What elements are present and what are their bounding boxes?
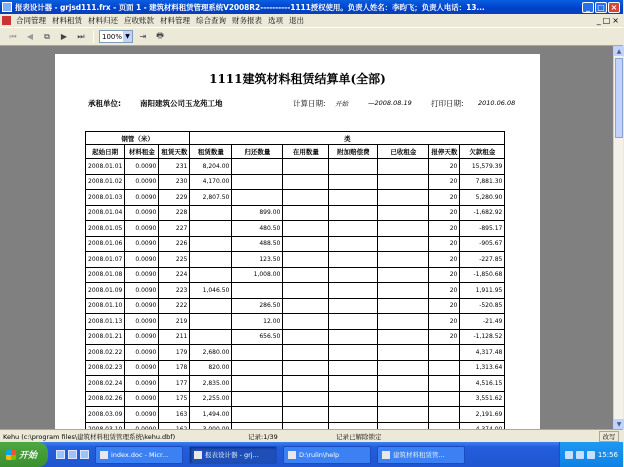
col-rent-qty-cell: [190, 205, 232, 221]
mdi-restore-button[interactable]: □: [602, 16, 611, 25]
col-received-rent-cell: [378, 314, 429, 330]
table-column-header: [86, 145, 505, 159]
col-in-use-qty-cell: [283, 174, 329, 190]
col-rent-rate-cell: 0.0090: [125, 159, 159, 175]
col-return-qty-cell: [232, 174, 283, 190]
report-preview-area[interactable]: [0, 46, 613, 429]
col-owed-rent-cell: -520.85: [460, 298, 505, 314]
col-rent-rate-cell: 0.0090: [125, 283, 159, 299]
scrollbar-thumb[interactable]: [615, 58, 623, 138]
col-received-rent-cell: [378, 391, 429, 407]
col-in-use-qty-cell: [283, 360, 329, 376]
title-bar[interactable]: [0, 0, 623, 14]
col-return-qty-header: 归还数量: [232, 145, 283, 159]
table-row: [86, 236, 505, 252]
col-owed-rent-cell: -1,850.68: [460, 267, 505, 283]
goto-page-icon[interactable]: ⇥: [139, 32, 147, 41]
toolbar-separator: [93, 30, 94, 43]
menu-contract[interactable]: 合同管理: [16, 16, 46, 25]
word-icon: [100, 451, 108, 459]
col-rent-days-cell: 178: [159, 360, 190, 376]
col-received-rent-cell: [378, 174, 429, 190]
app-icon: [2, 2, 12, 12]
status-records: 记录:1/39: [248, 432, 278, 441]
report-title: 1111建筑材料租赁结算单(全部): [209, 72, 386, 86]
menu-finance[interactable]: 财务报表: [232, 16, 262, 25]
table-row: [86, 360, 505, 376]
col-return-qty-cell: 286.50: [232, 298, 283, 314]
col-rent-qty-cell: 2,255.00: [190, 391, 232, 407]
status-lock: 记录已解除锁定: [336, 432, 382, 441]
start-label: 开始: [19, 451, 38, 461]
col-compensation-cell: [329, 267, 378, 283]
col-rent-days-cell: 231: [159, 159, 190, 175]
quick-launch-icon[interactable]: [56, 450, 65, 459]
print-date-label: 打印日期:: [431, 99, 464, 108]
col-received-rent-cell: [378, 236, 429, 252]
col-start-date-cell: 2008.01.07: [86, 252, 125, 268]
quick-launch: [56, 450, 89, 459]
col-suspend-days-cell: 20: [429, 267, 460, 283]
menu-exit[interactable]: 退出: [289, 16, 304, 25]
taskbar: [0, 442, 623, 467]
close-button[interactable]: ×: [608, 2, 620, 13]
col-in-use-qty-cell: [283, 298, 329, 314]
material-label: 钢管（米）: [86, 132, 190, 145]
col-in-use-qty-cell: [283, 205, 329, 221]
col-compensation-cell: [329, 190, 378, 206]
col-compensation-cell: [329, 360, 378, 376]
col-received-rent-cell: [378, 360, 429, 376]
col-start-date-cell: 2008.02.23: [86, 360, 125, 376]
col-compensation-header: 附加赔偿费: [329, 145, 378, 159]
table-row: [86, 298, 505, 314]
col-rent-days-cell: 177: [159, 376, 190, 392]
col-start-date-cell: 2008.03.09: [86, 407, 125, 423]
col-rent-qty-cell: [190, 267, 232, 283]
app-icon: [382, 451, 390, 459]
col-rent-days-cell: 226: [159, 236, 190, 252]
col-owed-rent-cell: -895.17: [460, 221, 505, 237]
col-rent-rate-cell: 0.0090: [125, 345, 159, 361]
col-suspend-days-cell: [429, 376, 460, 392]
windows-logo-icon: [6, 450, 16, 460]
col-return-qty-cell: 123.50: [232, 252, 283, 268]
col-return-qty-cell: 488.50: [232, 236, 283, 252]
col-return-qty-cell: [232, 376, 283, 392]
col-rent-qty-header: 租赁数量: [190, 145, 232, 159]
unit-value: 南阳建筑公司玉龙苑工地: [140, 99, 223, 108]
col-return-qty-cell: 899.00: [232, 205, 283, 221]
col-received-rent-cell: [378, 407, 429, 423]
col-suspend-days-cell: 20: [429, 252, 460, 268]
menu-receivables[interactable]: 应收账款: [124, 16, 154, 25]
col-rent-rate-cell: 0.0090: [125, 252, 159, 268]
col-rent-days-cell: 224: [159, 267, 190, 283]
col-compensation-cell: [329, 174, 378, 190]
col-rent-rate-cell: 0.0090: [125, 221, 159, 237]
network-icon[interactable]: [565, 451, 573, 459]
col-suspend-days-cell: 20: [429, 205, 460, 221]
col-compensation-cell: [329, 298, 378, 314]
col-rent-qty-cell: 2,835.00: [190, 376, 232, 392]
col-suspend-days-cell: 20: [429, 159, 460, 175]
report-icon: [194, 451, 202, 459]
col-start-date-cell: 2008.01.02: [86, 174, 125, 190]
col-rent-rate-cell: 0.0090: [125, 376, 159, 392]
last-page-icon[interactable]: ⏭: [77, 31, 85, 41]
taskbar-item-label: index.doc - Micr...: [111, 450, 169, 459]
table-row: [86, 174, 505, 190]
col-received-rent-cell: [378, 376, 429, 392]
col-start-date-cell: 2008.01.05: [86, 221, 125, 237]
start-button[interactable]: [0, 442, 48, 467]
menu-query[interactable]: 综合查询: [196, 16, 226, 25]
table-row: [86, 267, 505, 283]
col-rent-days-cell: 227: [159, 221, 190, 237]
col-start-date-cell: 2008.01.03: [86, 190, 125, 206]
table-row: [86, 159, 505, 175]
volume-icon[interactable]: [576, 451, 584, 459]
col-compensation-cell: [329, 236, 378, 252]
status-bar: [0, 429, 623, 442]
col-start-date-cell: 2008.02.26: [86, 391, 125, 407]
status-table-path: Kehu (c:\program files\建筑材料租赁管理系统\kehu.dbf): [3, 432, 176, 441]
col-owed-rent-cell: 15,579.39: [460, 159, 505, 175]
col-rent-days-cell: 222: [159, 298, 190, 314]
col-received-rent-cell: [378, 283, 429, 299]
toolbar: [0, 27, 623, 46]
col-owed-rent-cell: 5,280.90: [460, 190, 505, 206]
col-in-use-qty-cell: [283, 221, 329, 237]
col-owed-rent-cell: -905.67: [460, 236, 505, 252]
chevron-down-icon[interactable]: ▼: [123, 31, 132, 42]
col-received-rent-cell: [378, 252, 429, 268]
col-in-use-qty-cell: [283, 283, 329, 299]
taskbar-item-report-designer[interactable]: [189, 446, 277, 464]
col-in-use-qty-cell: [283, 345, 329, 361]
col-compensation-cell: [329, 391, 378, 407]
col-owed-rent-cell: -227.85: [460, 252, 505, 268]
table-row: [86, 345, 505, 361]
col-rent-rate-cell: 0.0090: [125, 267, 159, 283]
col-received-rent-cell: [378, 190, 429, 206]
table-group-header: [86, 132, 505, 145]
col-start-date-cell: 2008.01.09: [86, 283, 125, 299]
col-return-qty-cell: 12.00: [232, 314, 283, 330]
unit-label: 承租单位:: [88, 99, 121, 108]
next-page-icon[interactable]: ▶: [60, 32, 68, 41]
copy-icon[interactable]: ⧉: [44, 31, 50, 41]
settlement-table: [85, 131, 505, 438]
col-received-rent-cell: [378, 329, 429, 345]
col-compensation-cell: [329, 329, 378, 345]
col-return-qty-cell: [232, 190, 283, 206]
col-return-qty-cell: 1,008.00: [232, 267, 283, 283]
col-suspend-days-cell: 20: [429, 174, 460, 190]
calc-date-to: —2008.08.19: [368, 99, 412, 107]
col-in-use-qty-header: 在用数量: [283, 145, 329, 159]
print-date-value: 2010.06.08: [478, 99, 516, 107]
col-return-qty-cell: [232, 159, 283, 175]
col-suspend-days-cell: 20: [429, 329, 460, 345]
table-row: [86, 190, 505, 206]
col-compensation-cell: [329, 159, 378, 175]
vertical-scrollbar[interactable]: [613, 46, 623, 429]
col-rent-days-cell: 228: [159, 205, 190, 221]
calc-date-from: 开始: [335, 100, 348, 108]
taskbar-item-label: 建筑材料租赁管...: [393, 451, 445, 459]
col-rent-qty-cell: [190, 329, 232, 345]
table-body: [86, 159, 505, 438]
window-title: 报表设计器 - grjsd111.frx - 页面 1 - 建筑材料租赁管理系统V2008R2----------1111授权使用。负责人姓名：李昀飞；负责人电话：13...: [15, 2, 485, 12]
col-start-date-cell: 2008.02.22: [86, 345, 125, 361]
col-owed-rent-cell: 4,516.15: [460, 376, 505, 392]
col-in-use-qty-cell: [283, 267, 329, 283]
col-rent-rate-cell: 0.0090: [125, 314, 159, 330]
col-rent-rate-cell: 0.0090: [125, 391, 159, 407]
col-rent-rate-header: 材料租金: [125, 145, 159, 159]
col-rent-rate-cell: 0.0090: [125, 174, 159, 190]
group-label: 类: [190, 132, 505, 145]
col-rent-qty-cell: [190, 314, 232, 330]
col-rent-rate-cell: 0.0090: [125, 407, 159, 423]
col-return-qty-cell: 656.50: [232, 329, 283, 345]
table-row: [86, 205, 505, 221]
zoom-select[interactable]: [99, 30, 133, 43]
col-rent-qty-cell: [190, 252, 232, 268]
col-suspend-days-header: 报停天数: [429, 145, 460, 159]
col-rent-rate-cell: 0.0090: [125, 360, 159, 376]
col-rent-days-cell: 223: [159, 283, 190, 299]
col-suspend-days-cell: [429, 360, 460, 376]
col-rent-qty-cell: 820.00: [190, 360, 232, 376]
col-rent-rate-cell: 0.0090: [125, 236, 159, 252]
col-rent-rate-cell: 0.0090: [125, 329, 159, 345]
col-rent-qty-cell: 1,046.50: [190, 283, 232, 299]
col-in-use-qty-cell: [283, 159, 329, 175]
minimize-button[interactable]: _: [582, 2, 594, 13]
col-in-use-qty-cell: [283, 252, 329, 268]
col-start-date-cell: 2008.01.08: [86, 267, 125, 283]
col-return-qty-cell: [232, 345, 283, 361]
col-rent-days-cell: 219: [159, 314, 190, 330]
col-compensation-cell: [329, 283, 378, 299]
col-rent-rate-cell: 0.0090: [125, 205, 159, 221]
col-start-date-cell: 2008.01.01: [86, 159, 125, 175]
mdi-close-button[interactable]: ×: [612, 16, 619, 25]
col-rent-days-cell: 225: [159, 252, 190, 268]
col-received-rent-cell: [378, 345, 429, 361]
col-suspend-days-cell: 20: [429, 314, 460, 330]
col-compensation-cell: [329, 376, 378, 392]
col-owed-rent-cell: 7,881.30: [460, 174, 505, 190]
col-rent-days-cell: 230: [159, 174, 190, 190]
col-compensation-cell: [329, 221, 378, 237]
col-start-date-cell: 2008.01.10: [86, 298, 125, 314]
col-rent-qty-cell: 1,494.00: [190, 407, 232, 423]
col-compensation-cell: [329, 314, 378, 330]
mdi-minimize-button[interactable]: _: [596, 16, 601, 25]
taskbar-item-label: D:\rulin\help: [299, 450, 340, 459]
calc-date-label: 计算日期:: [293, 99, 326, 108]
print-icon[interactable]: 🖶: [156, 30, 164, 40]
col-received-rent-cell: [378, 267, 429, 283]
col-return-qty-cell: 480.50: [232, 221, 283, 237]
col-rent-days-cell: 211: [159, 329, 190, 345]
col-return-qty-cell: [232, 360, 283, 376]
col-suspend-days-cell: 20: [429, 283, 460, 299]
zoom-value: 100%: [102, 32, 123, 41]
table-row: [86, 391, 505, 407]
col-owed-rent-cell: 3,551.62: [460, 391, 505, 407]
quick-launch-icon[interactable]: [80, 450, 89, 459]
col-in-use-qty-cell: [283, 236, 329, 252]
col-rent-days-cell: 175: [159, 391, 190, 407]
table-row: [86, 329, 505, 345]
col-suspend-days-cell: 20: [429, 298, 460, 314]
scroll-down-icon[interactable]: ▼: [614, 419, 624, 429]
col-received-rent-cell: [378, 298, 429, 314]
menu-materials[interactable]: 材料管理: [160, 16, 190, 25]
col-received-rent-header: 已收租金: [378, 145, 429, 159]
col-in-use-qty-cell: [283, 407, 329, 423]
table-row: [86, 407, 505, 423]
col-rent-qty-cell: 4,170.00: [190, 174, 232, 190]
taskbar-item-rental-system[interactable]: [377, 446, 465, 464]
status-mode: 改写: [599, 431, 619, 442]
col-in-use-qty-cell: [283, 314, 329, 330]
col-rent-qty-cell: [190, 236, 232, 252]
col-start-date-cell: 2008.02.24: [86, 376, 125, 392]
col-received-rent-cell: [378, 221, 429, 237]
col-in-use-qty-cell: [283, 376, 329, 392]
report-page: [55, 54, 540, 454]
document-icon[interactable]: [2, 16, 11, 25]
system-tray: [559, 442, 623, 467]
mdi-controls: [597, 16, 623, 25]
table-row: [86, 283, 505, 299]
col-start-date-cell: 2008.01.13: [86, 314, 125, 330]
col-rent-rate-cell: 0.0090: [125, 298, 159, 314]
menu-rental[interactable]: 材料租赁: [52, 16, 82, 25]
taskbar-item-folder[interactable]: [283, 446, 371, 464]
col-rent-days-header: 租赁天数: [159, 145, 190, 159]
col-owed-rent-cell: 2,191.69: [460, 407, 505, 423]
col-received-rent-cell: [378, 159, 429, 175]
col-rent-days-cell: 229: [159, 190, 190, 206]
col-rent-days-cell: 163: [159, 407, 190, 423]
menu-options[interactable]: 选项: [268, 16, 283, 25]
quick-launch-icon[interactable]: [68, 450, 77, 459]
table-row: [86, 314, 505, 330]
col-rent-qty-cell: 2,680.00: [190, 345, 232, 361]
col-owed-rent-cell: -1,682.92: [460, 205, 505, 221]
col-suspend-days-cell: 20: [429, 221, 460, 237]
table-row: [86, 221, 505, 237]
maximize-button[interactable]: □: [595, 2, 607, 13]
scroll-up-icon[interactable]: ▲: [614, 46, 624, 56]
col-return-qty-cell: [232, 391, 283, 407]
col-rent-qty-cell: [190, 221, 232, 237]
col-owed-rent-cell: 1,911.95: [460, 283, 505, 299]
col-in-use-qty-cell: [283, 329, 329, 345]
col-suspend-days-cell: 20: [429, 190, 460, 206]
col-suspend-days-cell: [429, 407, 460, 423]
col-return-qty-cell: [232, 283, 283, 299]
table-row: [86, 376, 505, 392]
table-row: [86, 252, 505, 268]
taskbar-item-label: 报表设计器 - grj...: [205, 451, 259, 459]
col-start-date-header: 起始日期: [86, 145, 125, 159]
col-start-date-cell: 2008.01.06: [86, 236, 125, 252]
folder-icon: [288, 451, 296, 459]
col-rent-qty-cell: [190, 298, 232, 314]
first-page-icon[interactable]: ⏮: [9, 31, 17, 41]
col-rent-qty-cell: 8,204.00: [190, 159, 232, 175]
col-received-rent-cell: [378, 205, 429, 221]
col-owed-rent-cell: 1,313.64: [460, 360, 505, 376]
security-icon[interactable]: [587, 451, 595, 459]
menu-return[interactable]: 材料归还: [88, 16, 118, 25]
clock[interactable]: 15:56: [597, 450, 618, 459]
col-compensation-cell: [329, 407, 378, 423]
col-in-use-qty-cell: [283, 190, 329, 206]
col-rent-rate-cell: 0.0090: [125, 190, 159, 206]
col-start-date-cell: 2008.01.04: [86, 205, 125, 221]
col-start-date-cell: 2008.01.21: [86, 329, 125, 345]
col-compensation-cell: [329, 345, 378, 361]
col-compensation-cell: [329, 205, 378, 221]
col-owed-rent-cell: 4,317.48: [460, 345, 505, 361]
col-suspend-days-cell: [429, 391, 460, 407]
menu-bar: [0, 14, 623, 27]
col-rent-qty-cell: 2,807.50: [190, 190, 232, 206]
col-compensation-cell: [329, 252, 378, 268]
col-suspend-days-cell: [429, 345, 460, 361]
prev-page-icon[interactable]: ◀: [26, 32, 34, 41]
col-return-qty-cell: [232, 407, 283, 423]
taskbar-item-word[interactable]: [95, 446, 183, 464]
col-owed-rent-cell: -21.49: [460, 314, 505, 330]
col-owed-rent-header: 欠款租金: [460, 145, 505, 159]
col-in-use-qty-cell: [283, 391, 329, 407]
col-suspend-days-cell: 20: [429, 236, 460, 252]
col-rent-days-cell: 179: [159, 345, 190, 361]
col-owed-rent-cell: -1,128.52: [460, 329, 505, 345]
